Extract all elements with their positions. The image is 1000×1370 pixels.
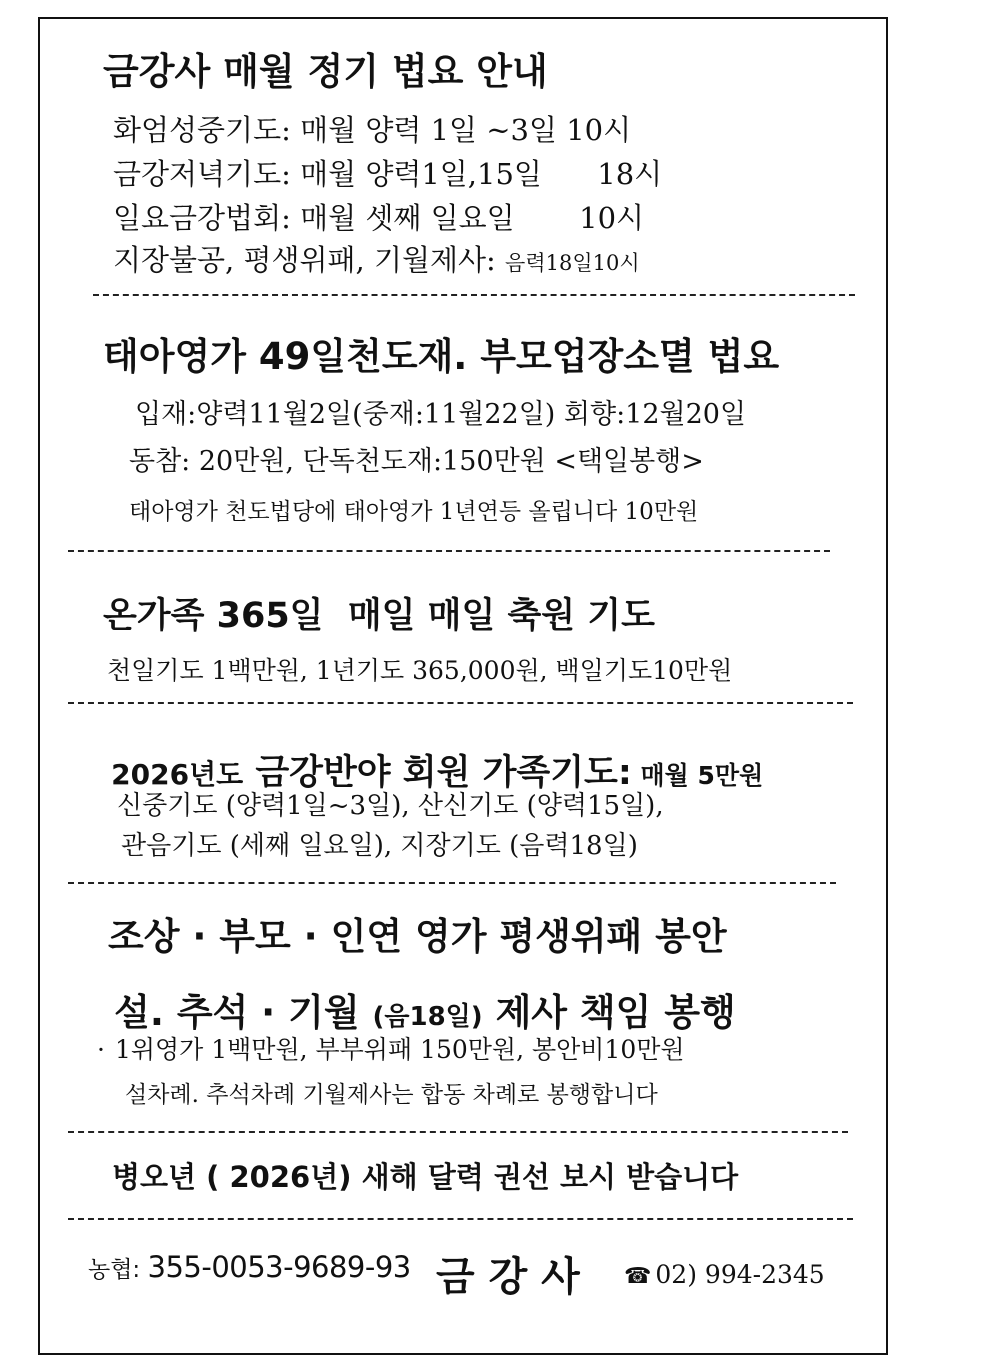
dashed-divider [68,550,830,552]
ceremony-dates: 입재:양력11월2일(중재:11월22일) 회향:12월20일 [135,399,747,430]
tablet-fee-line [97,1030,685,1066]
ancestral-rites-title [103,963,736,1036]
schedule-line-1: 화엄성중기도: 매월 양력 1일 ~3일 10시 [113,113,632,147]
schedule-line-4 [113,238,640,279]
tablet-fee-text: 1위영가 1백만원, 부부위패 150만원, 봉안비10만원 [114,1035,685,1064]
lantern-offering: 태아영가 천도법당에 태아영가 1년연등 올립니다 10만원 [129,499,699,525]
member-prayer-fee: 매월 5만원 [631,761,764,790]
schedule-line-4-small: 음력18일10시 [505,251,640,275]
dashed-divider [68,882,836,884]
ancestral-tablet-title: 조상 · 부모 · 인연 영가 평생위패 봉안 [108,915,727,958]
dashed-divider [68,1218,853,1220]
telephone-icon: ☎ [624,1264,652,1289]
fetal-spirit-ceremony-title: 태아영가 49일천도재. 부모업장소멸 법요 [103,335,780,378]
dashed-divider [93,294,855,296]
dashed-divider [68,1131,848,1133]
phone-number: 02) 994-2345 [655,1260,825,1289]
ancestral-rites-title-a: 설. 추석 · 기월 [114,991,373,1034]
daily-prayer-fees: 천일기도 1백만원, 1년기도 365,000원, 백일기도10만원 [107,656,733,685]
schedule-line-4-main: 지장불공, 평생위패, 기월제사: [113,243,506,277]
memorial-rites-line: 설차례. 추석차례 기월제사는 합동 차례로 봉행합니다 [125,1082,658,1108]
bullet-point: · [97,1035,105,1064]
ceremony-fees: 동참: 20만원, 단독천도재:150만원 <택일봉행> [129,446,704,477]
ancestral-rites-title-c: 제사 책임 봉행 [482,991,736,1034]
member-prayer-line-2: 관음기도 (세째 일요일), 지장기도 (음력18일) [121,831,638,861]
member-prayer-line-1: 신중기도 (양력1일~3일), 산신기도 (양력15일), [117,791,664,821]
temple-name: 금 강 사 [436,1254,580,1300]
member-prayer-main: 금강반야 회원 가족기도: [243,753,632,793]
bank-account-number: 355-0053-9689-93 [147,1250,411,1284]
monthly-service-title: 금강사 매월 정기 법요 안내 [103,50,548,93]
phone-contact [624,1260,825,1289]
footer-contact [88,1250,411,1284]
ancestral-rites-title-b: (음18일) [372,1002,483,1032]
bank-label: 농협: [88,1257,148,1283]
member-prayer-year: 2026년도 [111,758,244,791]
calendar-donation-notice: 병오년 ( 2026년) 새해 달력 권선 보시 받습니다 [112,1160,739,1194]
schedule-line-3: 일요금강법회: 매월 셋째 일요일 10시 [113,201,645,235]
daily-prayer-title: 온가족 365일 매일 매일 축원 기도 [103,596,655,636]
schedule-line-2: 금강저녁기도: 매월 양력1일,15일 18시 [113,157,663,191]
dashed-divider [68,702,853,704]
